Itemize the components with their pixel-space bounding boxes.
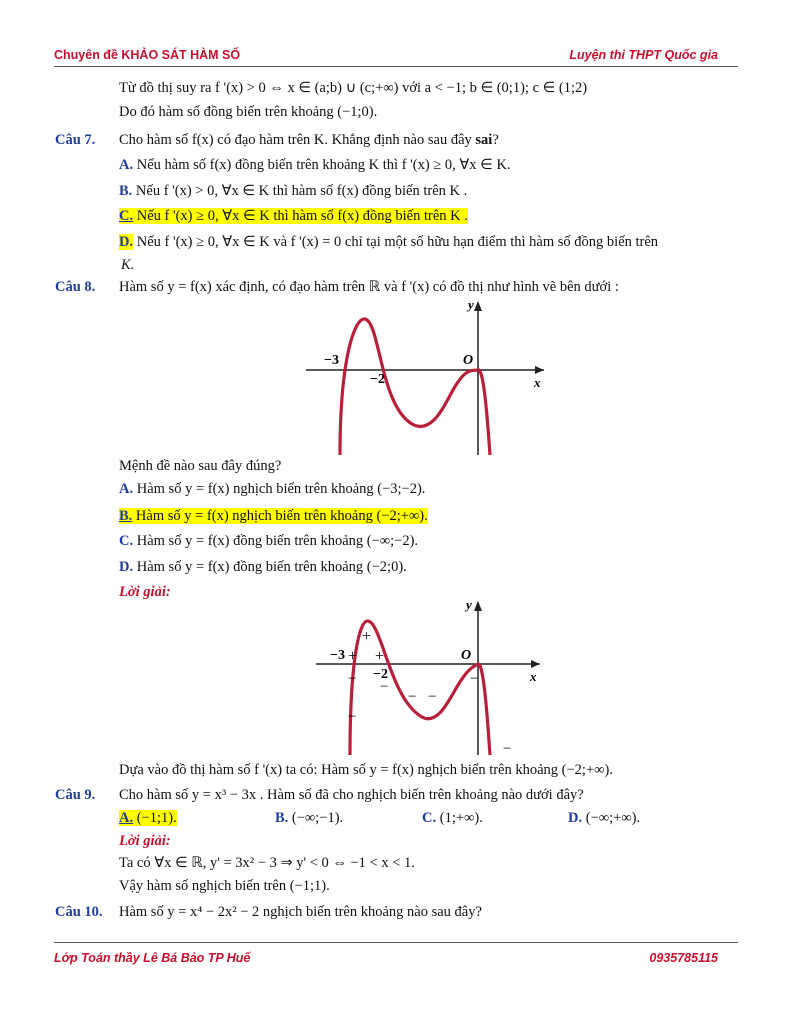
- header-rule: [54, 66, 738, 67]
- solution-graph: [300, 597, 550, 757]
- y-axis-arrow: [474, 301, 482, 311]
- footer-rule: [54, 942, 738, 943]
- q8-conclusion: Dựa vào đồ thị hàm số f '(x) ta có: Hàm số y = f(x) nghịch biến trên khoảng (−2;+∞).: [119, 762, 613, 778]
- minus-sign: −: [470, 671, 479, 687]
- footer-phone: 0935785115: [649, 951, 718, 965]
- q8-option-c: C. Hàm số y = f(x) đồng biến trên khoảng (−∞;−2).: [119, 533, 419, 549]
- header-title: Chuyên đề KHẢO SÁT HÀM SỐ: [54, 48, 241, 62]
- g2-tick-m2: −2: [373, 667, 388, 682]
- q7-stem: Cho hàm số f(x) có đạo hàm trên K. Khẳng định nào sau đây sai?: [119, 132, 499, 148]
- minus-sign: −: [428, 689, 437, 705]
- g2-tick-m3: −3: [330, 648, 345, 663]
- q8-prompt: Mệnh đề nào sau đây đúng?: [119, 458, 282, 474]
- q7-label: Câu 7.: [55, 132, 96, 148]
- y-axis-arrow: [474, 601, 482, 611]
- x-axis-arrow: [531, 660, 540, 668]
- q8-label: Câu 8.: [55, 279, 96, 295]
- intro-line-1: Từ đồ thị suy ra f '(x) > 0 ⇔ x ∈ (a;b) ∪ (c;+∞) với a < −1; b ∈ (0;1); c ∈ (1;2): [119, 80, 588, 96]
- minus-sign: −: [348, 671, 357, 687]
- footer-left: Lớp Toán thầy Lê Bá Bảo TP Huế: [54, 951, 251, 965]
- q7-option-b: B. Nếu f '(x) > 0, ∀x ∈ K thì hàm số f(x) đồng biến trên K .: [119, 183, 468, 199]
- q8-solution-label: Lời giải:: [119, 584, 171, 600]
- q7-option-d-cont: K.: [121, 257, 135, 273]
- q9-option-b: B. (−∞;−1).: [275, 810, 344, 826]
- g1-x-label: x: [534, 375, 541, 390]
- g2-y-label: y: [466, 597, 472, 612]
- q9-solution-2: Vậy hàm số nghịch biến trên (−1;1).: [119, 878, 330, 894]
- q8-option-d: D. Hàm số y = f(x) đồng biến trên khoảng (−2;0).: [119, 559, 407, 575]
- minus-sign: −: [408, 689, 417, 705]
- plus-sign: +: [348, 648, 358, 665]
- g1-y-label: y: [468, 297, 474, 312]
- q9-solution-label: Lời giải:: [119, 833, 171, 849]
- derivative-graph: [300, 297, 550, 457]
- q10-stem: Hàm số y = x⁴ − 2x² − 2 nghịch biến trên khoảng nào sau đây?: [119, 904, 482, 920]
- q9-solution-1: Ta có ∀x ∈ ℝ, y' = 3x² − 3 ⇒ y' < 0 ⇔ −1 < x < 1.: [119, 855, 415, 871]
- g1-origin: O: [463, 353, 474, 368]
- minus-sign: −: [348, 709, 357, 725]
- g2-x-label: x: [530, 669, 537, 684]
- q9-option-d: D. (−∞;+∞).: [568, 810, 641, 826]
- g1-tick-m2: −2: [370, 372, 385, 387]
- x-axis-arrow: [535, 366, 544, 374]
- q7-option-d: D. Nếu f '(x) ≥ 0, ∀x ∈ K và f '(x) = 0 chỉ tại một số hữu hạn điểm thì hàm số đồng biến trên: [119, 234, 659, 250]
- minus-sign: −: [503, 741, 512, 757]
- header-subtitle: Luyện thi THPT Quốc gia: [569, 48, 718, 62]
- intro-line-2: Do đó hàm số đồng biến trên khoảng (−1;0).: [119, 104, 378, 120]
- q9-label: Câu 9.: [55, 787, 96, 803]
- q9-option-a: A. (−1;1).: [119, 810, 177, 826]
- q8-stem: Hàm số y = f(x) xác định, có đạo hàm trên ℝ và f '(x) có đồ thị như hình vẽ bên dưới :: [119, 279, 619, 295]
- plus-sign: +: [375, 648, 385, 665]
- g1-tick-m3: −3: [324, 353, 339, 368]
- g2-origin: O: [461, 648, 472, 663]
- q10-label: Câu 10.: [55, 904, 103, 920]
- derivative-curve: [340, 319, 490, 455]
- q9-stem: Cho hàm số y = x³ − 3x . Hàm số đã cho nghịch biến trên khoảng nào dưới đây?: [119, 787, 584, 803]
- q7-option-a: A. Nếu hàm số f(x) đồng biến trên khoảng K thì f '(x) ≥ 0, ∀x ∈ K.: [119, 157, 511, 173]
- q8-option-b: B. Hàm số y = f(x) nghịch biến trên khoảng (−2;+∞).: [119, 508, 428, 524]
- q8-option-a: A. Hàm số y = f(x) nghịch biến trên khoảng (−3;−2).: [119, 481, 426, 497]
- plus-sign: +: [362, 628, 372, 645]
- minus-sign: −: [380, 679, 389, 695]
- q9-option-c: C. (1;+∞).: [422, 810, 483, 826]
- q7-option-c: C. Nếu f '(x) ≥ 0, ∀x ∈ K thì hàm số f(x) đồng biến trên K .: [119, 208, 468, 224]
